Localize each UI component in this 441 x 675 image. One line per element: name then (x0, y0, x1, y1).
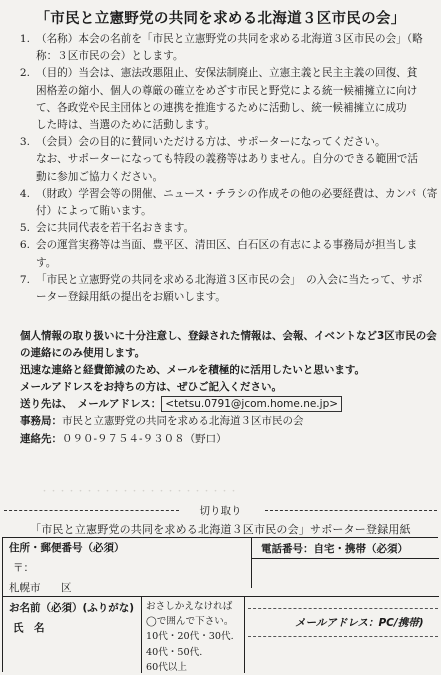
article-number: 4. (19, 187, 30, 200)
article-text (36, 31, 438, 65)
ward-label: 区 (61, 582, 72, 594)
divider-name-age (141, 596, 142, 673)
age-note-line-4: 40代・50代. (146, 646, 203, 658)
article-text-line: 会の運営実務等は当面、豊平区、清田区、白石区の有志による事務局が担当しま (36, 239, 418, 252)
office-row (20, 413, 438, 430)
notice-line-4: メールアドレスをお持ちの方は、ぜひご記入ください。 (20, 381, 282, 394)
notice-line-3: 迅速な連絡と経費節減のため、メールを積極的に活用したいと思います。 (20, 364, 366, 377)
divider-age-email (244, 596, 245, 673)
article-text (36, 134, 438, 186)
phone-label: 電話番号：自宅・携帯（必須） (261, 543, 408, 555)
contact-row (20, 431, 438, 448)
send-to-row (20, 396, 438, 413)
age-note (146, 599, 234, 675)
article-text-line: した時は、当選のために活動します。 (36, 119, 216, 132)
age-note-line-1: おさしかえなければ (146, 601, 233, 612)
article-item (8, 272, 438, 306)
article-text (36, 65, 438, 134)
address-label: 住所・郵便番号（必須） (9, 542, 125, 554)
article-text (36, 220, 438, 237)
notice-line-1: 個人情報の取り扱いに十分注意し、登録された情報は、会報、イベントなど3区市民の会 (20, 330, 437, 342)
article-text-line: ーター登録用紙の提出をお願いします。 (36, 291, 226, 304)
article-number: 1. (19, 33, 30, 45)
email-dash-top (248, 608, 438, 609)
article-number: 3. (19, 136, 30, 149)
article-text-line: （会員）会の目的に賛同いただける方は、サポーターになってください。 (36, 136, 386, 149)
article-number: 7. (19, 273, 30, 286)
contact-label: 連絡先： (20, 432, 62, 445)
city-label: 札幌市 (9, 582, 41, 594)
article-number: 5. (19, 222, 30, 235)
article-text-line: （財政）学習会等の開催、ニュース・チラシの作成その他の必要経費は、カンパ（寄 (36, 187, 438, 200)
phone-underline (251, 558, 439, 559)
article-item (8, 134, 438, 186)
article-item (8, 186, 438, 220)
email-label: メールアドレス：PC/携帯) (295, 617, 424, 629)
article-text-line: 会に共同代表を若干名おきます。 (36, 222, 195, 235)
send-to-label: 送り先は、 メールアドレス： (20, 398, 162, 411)
age-note-line-3: 10代・20代・30代. (146, 631, 234, 643)
article-item (8, 65, 438, 134)
article-text-line: て、各政党や民主団体との連携を推進するために活動し、統一候補擁立に成功 (36, 101, 407, 114)
article-item (8, 237, 438, 271)
form-title: 「市民と立憲野党の共同を求める北海道３区市民の会」サポーター登録用紙 (30, 523, 411, 536)
article-text-line: 付）によって賄います。 (36, 205, 152, 218)
articles-list (8, 31, 438, 306)
notice-line-2: の連絡にのみ使用します。 (20, 347, 146, 360)
privacy-notice (20, 328, 438, 448)
form-row-divider (3, 596, 439, 597)
article-text (36, 272, 438, 306)
registration-form (2, 537, 438, 672)
name-label: お名前（必須）(ふりがな) (9, 602, 135, 614)
article-text-line: 称：３区市民の会）とします。 (36, 50, 184, 63)
article-item (8, 31, 438, 65)
cut-line (0, 503, 441, 517)
article-item (8, 220, 438, 237)
article-number: 6. (19, 239, 30, 252)
article-text (36, 237, 438, 271)
article-number: 2. (19, 67, 30, 80)
article-text-line: 動に参加ご協力ください。 (36, 170, 164, 183)
article-text (36, 186, 438, 220)
office-label: 事務局： (20, 415, 62, 428)
name-field-label: 氏 名 (13, 622, 45, 634)
office-name: 市民と立憲野党の共同を求める北海道３区市民の会 (62, 415, 304, 428)
cut-label: 切り取り (199, 505, 242, 517)
age-note-line-5: 60代以上 (146, 661, 187, 673)
divider-address-phone (251, 538, 252, 588)
article-text-line: 困格差の縮小、個人の尊厳の確立をめざす市民と野党による統一候補擁立に向け (36, 84, 418, 97)
email-dash-bottom (248, 636, 438, 637)
age-note-line-2: ◯で囲んで下さい。 (146, 616, 234, 628)
article-text-line: なお、サポーターになっても特段の義務等はありません。自分のできる範囲で活 (36, 153, 419, 166)
postal-mark: 〒： (13, 562, 34, 574)
article-text-line: す。 (36, 256, 57, 269)
contact-phone: ０９０-９７５４-９３０８（野口） (62, 432, 227, 445)
article-text-line: 「市民と立憲野党の共同を求める北海道３区市民の会」 の入会に当たって、サポ (36, 273, 423, 286)
document-title: 「市民と立憲野党の共同を求める北海道３区市民の会」 (35, 11, 406, 27)
article-text-line: （名称）本会の名前を「市民と立憲野党の共同を求める北海道３区市民の会」（略 (36, 33, 423, 45)
article-text-line: （目的）当会は、憲法改悪阻止、安保法制廃止、立憲主義と民主主義の回復、貧 (36, 67, 418, 80)
email-address: <tetsu.0791@jcom.home.ne.jp> (161, 396, 342, 412)
bleed-through-text: ・・・・・・・・・・・・・・・・・・・・・・ (40, 487, 239, 497)
